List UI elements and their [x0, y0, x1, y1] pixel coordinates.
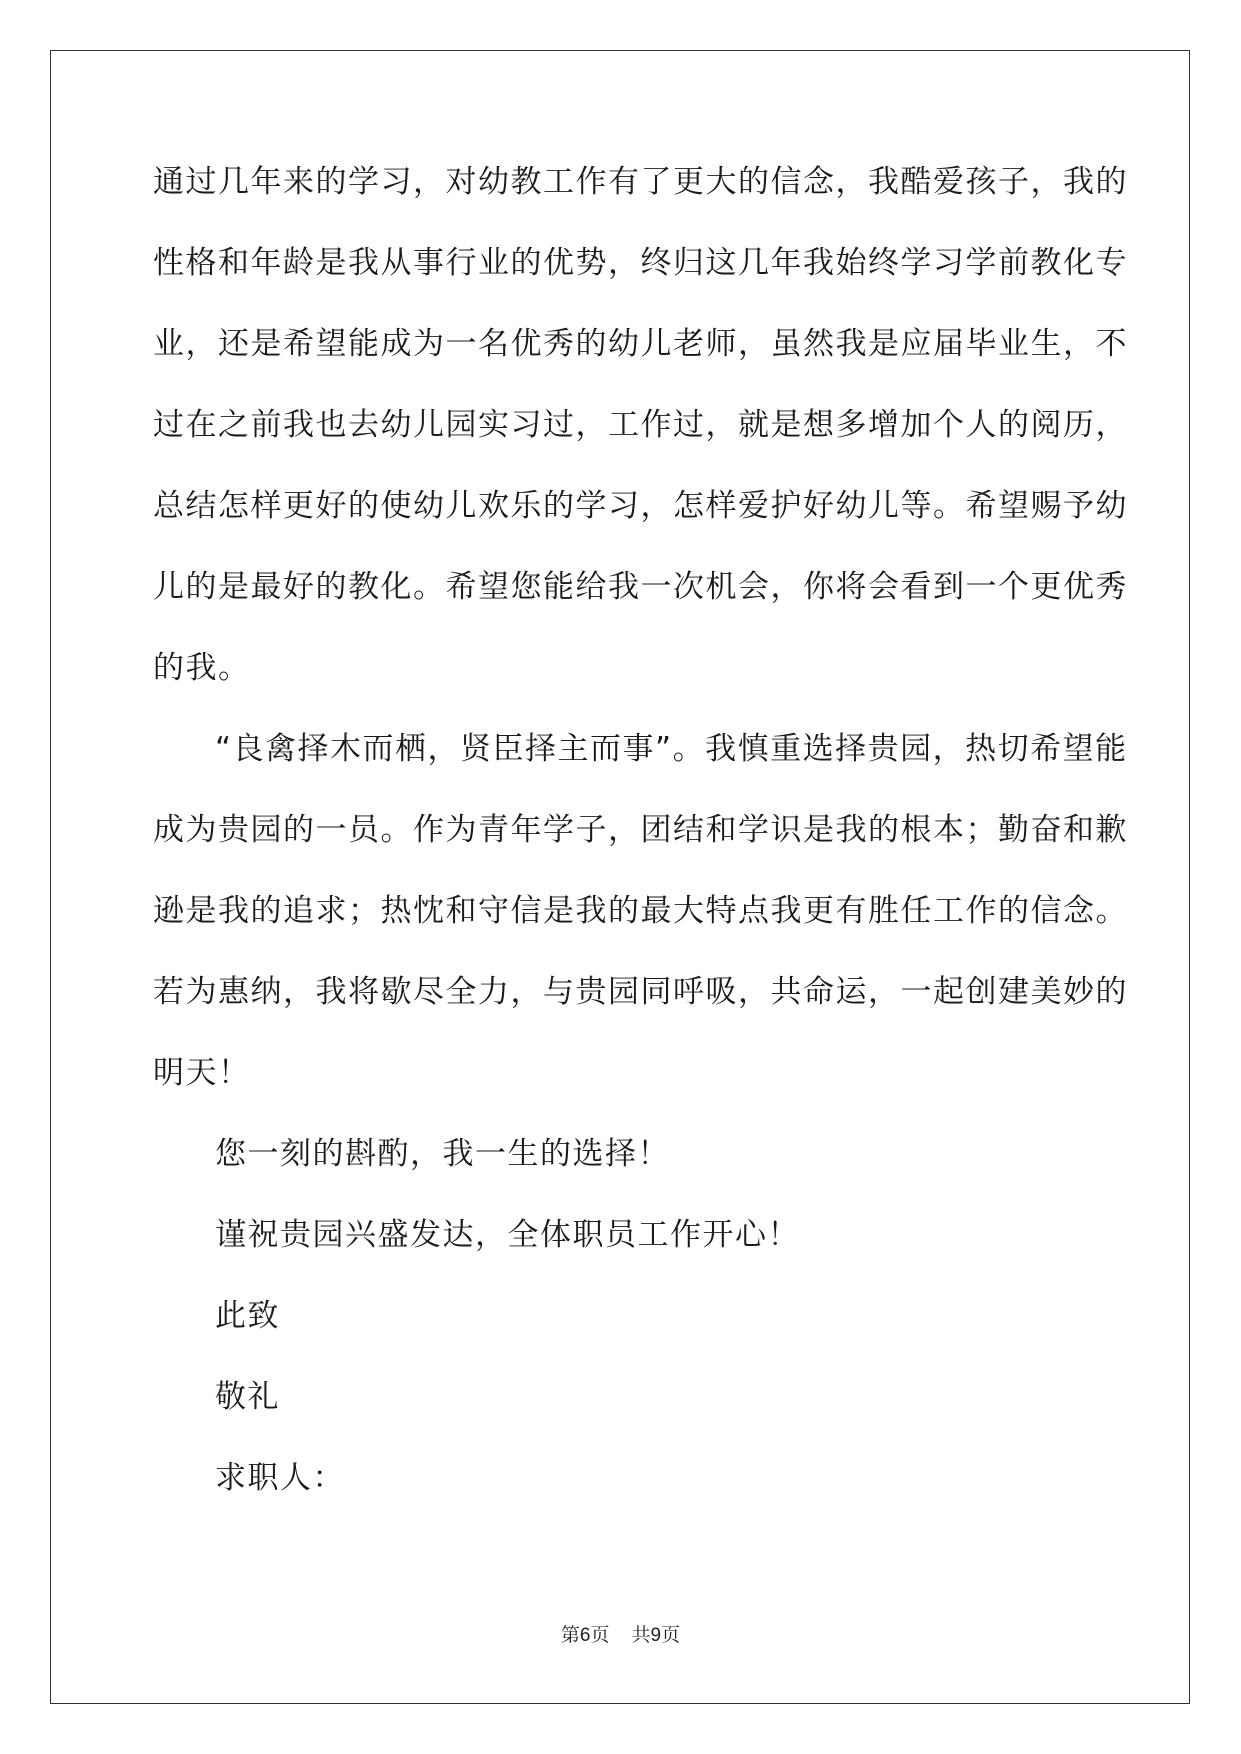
closing-salutation: 此致	[215, 1298, 280, 1334]
text-line: 性格和年龄是我从事行业的优势，终归这几年我始终学习学前教化专	[153, 245, 1128, 281]
page-footer	[0, 1620, 1241, 1647]
text-line: 过在之前我也去幼儿园实习过，工作过，就是想多增加个人的阅历，	[153, 407, 1128, 443]
text-line: 儿的是最好的教化。希望您能给我一次机会，你将会看到一个更优秀	[153, 569, 1128, 605]
text-line: “良禽择木而栖，贤臣择主而事”。我慎重选择贵园，热切希望能	[215, 731, 1128, 767]
text-line: 业，还是希望能成为一名优秀的幼儿老师，虽然我是应届毕业生，不	[153, 326, 1128, 362]
current-page-number: 6	[579, 1625, 591, 1646]
text-line: 若为惠纳，我将歇尽全力，与贵园同呼吸，共命运，一起创建美妙的	[153, 974, 1128, 1010]
text-line: 您一刻的斟酌，我一生的选择！	[215, 1136, 670, 1172]
text-line: 成为贵园的一员。作为青年学子，团结和学识是我的根本；勤奋和歉	[153, 812, 1128, 848]
total-prefix: 共	[631, 1624, 651, 1646]
letter-body	[153, 162, 1128, 1539]
closing-regards: 敬礼	[215, 1379, 280, 1415]
total-page-number: 9	[650, 1625, 662, 1646]
page-prefix: 第	[560, 1624, 580, 1646]
signature-label: 求职人：	[215, 1460, 345, 1496]
text-line: 明天！	[153, 1055, 251, 1091]
text-line: 逊是我的追求；热忱和守信是我的最大特点我更有胜任工作的信念。	[153, 893, 1128, 929]
text-line: 通过几年来的学习，对幼教工作有了更大的信念，我酷爱孩子，我的	[153, 164, 1128, 200]
total-suffix: 页	[661, 1624, 681, 1646]
text-line: 总结怎样更好的使幼儿欢乐的学习，怎样爱护好幼儿等。希望赐予幼	[153, 488, 1128, 524]
text-line: 谨祝贵园兴盛发达，全体职员工作开心！	[215, 1217, 800, 1253]
text-line: 的我。	[153, 650, 251, 686]
page-suffix: 页	[590, 1624, 610, 1646]
